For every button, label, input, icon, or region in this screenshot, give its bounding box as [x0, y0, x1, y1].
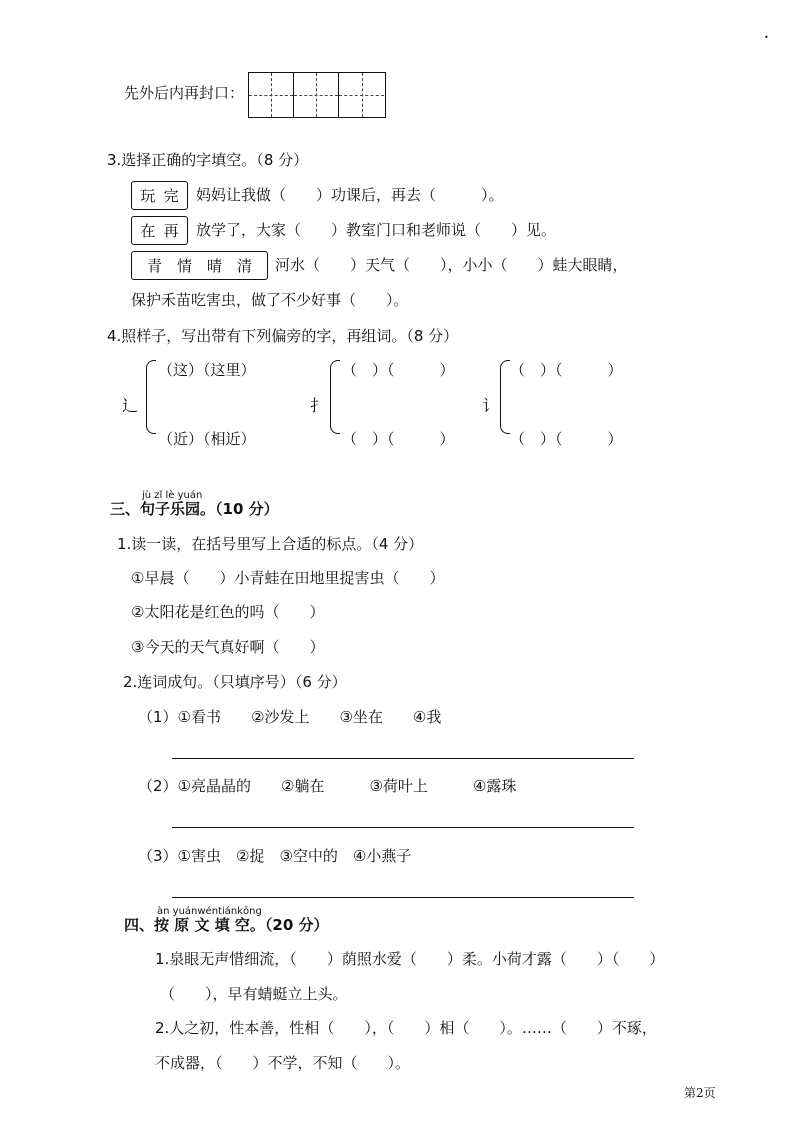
section3-prefix: 三、 [110, 500, 141, 518]
answer-line-1[interactable] [172, 758, 634, 759]
choice-char: 玩 [140, 187, 156, 205]
answer-line-3[interactable] [172, 897, 634, 898]
brace-2 [330, 360, 340, 434]
q4-title: 4.照样子，写出带有下列偏旁的字，再组词。（8 分） [107, 327, 459, 345]
s3-q2-item-3: （3）①害虫 ②捉 ③空中的 ④小燕子 [138, 847, 412, 865]
s3-q1-item-2: ②太阳花是红色的吗（ ） [131, 603, 325, 621]
page-number: 第2页 [684, 1086, 716, 1100]
s3-q2-title: 2.连词成句。（只填序号）（6 分） [123, 673, 347, 691]
s3-q2-item-2: （2）①亮晶晶的 ②躺在 ③荷叶上 ④露珠 [138, 777, 517, 795]
radical-1: 辶 [122, 396, 139, 415]
choice-char: 情 [176, 257, 192, 275]
s4-q2-line-1: 2.人之初，性本善，性相（ ），（ ）相（ ）。……（ ）不琢， [155, 1019, 657, 1037]
choice-char: 再 [163, 222, 179, 240]
stroke-order-label: 先外后内再封口： [124, 84, 245, 102]
char-choice-box-3 [131, 251, 268, 280]
s4-q2-line-2: 不成器，（ ）不学，不知（ ）。 [155, 1054, 411, 1072]
choice-char: 完 [163, 187, 179, 205]
writing-cell[interactable] [294, 73, 339, 117]
radical-1-top: （这）（这里） [158, 361, 256, 379]
radical-3-top: （ ）（ ） [510, 361, 623, 379]
char-choice-box-1 [131, 181, 188, 210]
radical-3-bottom: （ ）（ ） [510, 430, 623, 448]
s4-q1-line-1: 1.泉眼无声惜细流，（ ）荫照水爱（ ）柔。小荷才露（ ）（ ） [155, 950, 665, 968]
s3-q1-item-3: ③今天的天气真好啊（ ） [131, 638, 325, 656]
choice-char: 清 [236, 257, 252, 275]
radical-2: 扌 [310, 396, 327, 415]
char-choice-box-2 [131, 216, 188, 245]
radical-1-bottom: （近）（相近） [158, 430, 256, 448]
s3-q1-title: 1.读一读，在括号里写上合适的标点。（4 分） [117, 535, 424, 553]
choice-char: 晴 [206, 257, 222, 275]
answer-line-2[interactable] [172, 827, 634, 828]
s3-q2-item-1: （1）①看书 ②沙发上 ③坐在 ④我 [138, 708, 442, 726]
section3-pinyin: jù zǐ lè yuán [142, 490, 203, 501]
s4-q1-line-2: （ ），早有蜻蜓立上头。 [160, 985, 348, 1003]
brace-1 [146, 360, 156, 434]
section4-prefix: 四、 [124, 916, 155, 934]
q3-title: 3.选择正确的字填空。（8 分） [107, 151, 309, 169]
section4-score: 。（20 分） [249, 916, 329, 934]
corner-dot: • [764, 33, 769, 42]
choice-char: 青 [146, 257, 162, 275]
radical-3: 讠 [482, 396, 499, 415]
section4-title: 按 原 文 填 空 [154, 916, 250, 934]
section3-title: 句子乐园 [140, 500, 201, 518]
q3-sentence-3: 河水（ ）天气（ ），小小（ ）蛙大眼睛， [275, 256, 628, 274]
writing-grid[interactable] [248, 72, 386, 118]
q3-sentence-1: 妈妈让我做（ ）功课后，再去（ ）。 [196, 186, 504, 204]
radical-2-bottom: （ ）（ ） [342, 430, 455, 448]
section3-score: 。（10 分） [200, 500, 279, 518]
section4-pinyin: àn yuánwéntiánkōng [157, 906, 262, 917]
q3-sentence-2: 放学了，大家（ ）教室门口和老师说（ ）见。 [196, 221, 557, 239]
choice-char: 在 [140, 222, 156, 240]
radical-2-top: （ ）（ ） [342, 361, 455, 379]
section3-heading [110, 502, 279, 517]
writing-cell[interactable] [249, 73, 294, 117]
s3-q1-item-1: ①早晨（ ）小青蛙在田地里捉害虫（ ） [131, 569, 445, 587]
section4-heading [124, 918, 329, 933]
q3-sentence-3-cont: 保护禾苗吃害虫，做了不少好事（ ）。 [131, 291, 409, 309]
brace-3 [500, 360, 510, 434]
writing-cell[interactable] [339, 73, 384, 117]
